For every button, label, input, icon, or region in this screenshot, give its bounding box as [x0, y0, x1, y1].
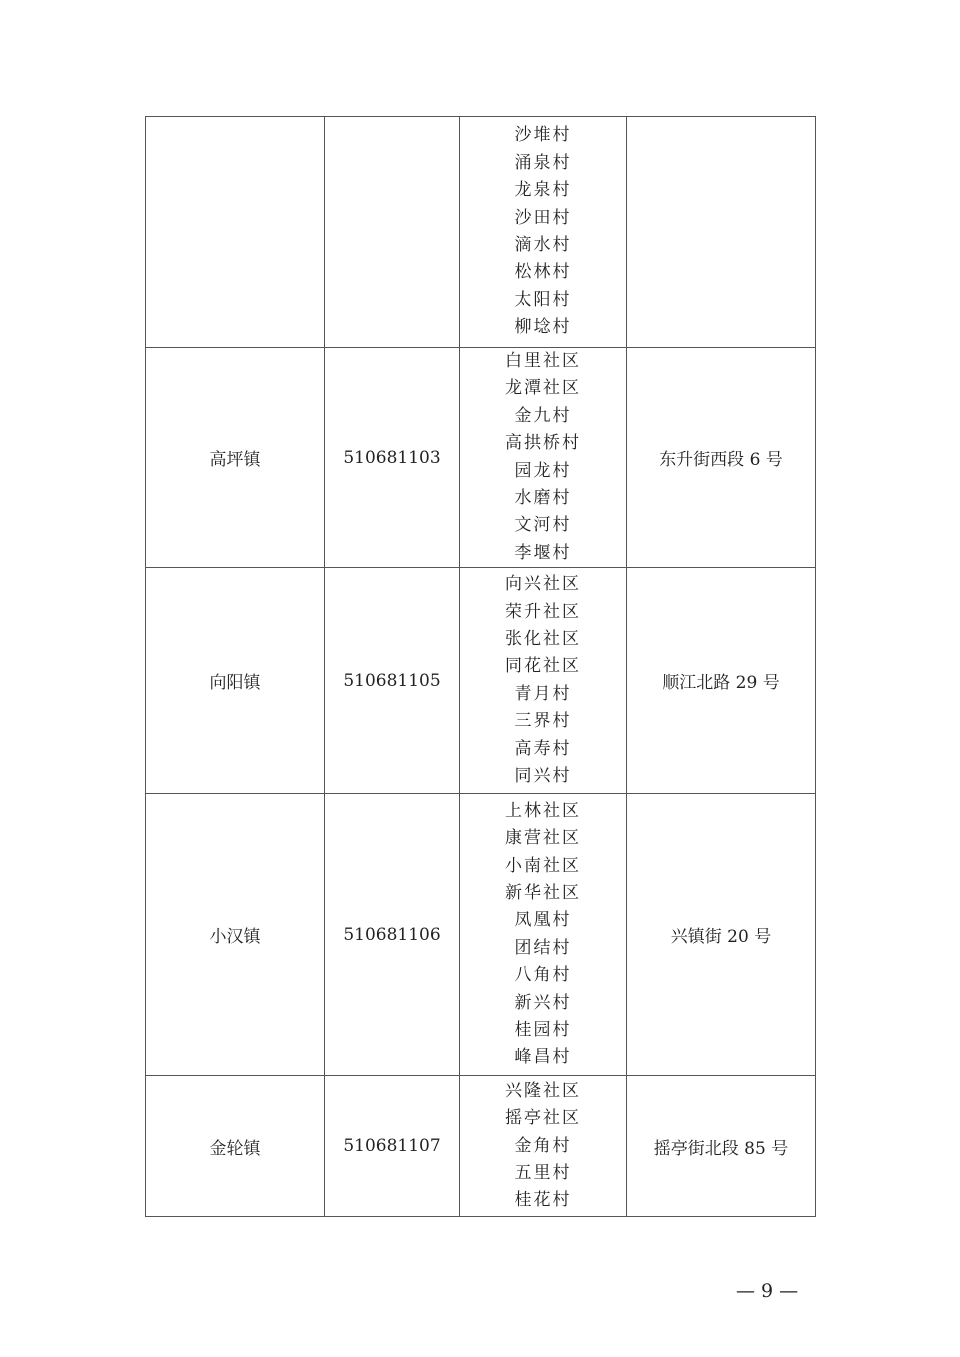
village-name: 荣升社区 — [505, 601, 581, 622]
villages-cell — [460, 348, 627, 568]
village-name: 龙泉村 — [514, 180, 572, 201]
village-name: 文河村 — [514, 515, 572, 536]
town-cell: 金轮镇 — [146, 1076, 325, 1217]
village-name: 向兴社区 — [505, 574, 581, 595]
town-cell — [146, 117, 325, 348]
page-number: — 9 — — [736, 1280, 799, 1302]
village-name: 上林社区 — [505, 800, 581, 821]
village-name: 高拱桥村 — [505, 433, 581, 454]
villages-cell — [460, 568, 627, 794]
address-cell: 摇亭街北段 85 号 — [627, 1076, 816, 1217]
village-name: 沙堆村 — [514, 125, 572, 146]
village-name: 桂花村 — [514, 1190, 572, 1211]
table-row — [146, 1076, 816, 1217]
village-name: 沙田村 — [514, 207, 572, 228]
village-name: 同花社区 — [505, 656, 581, 677]
village-name: 康营社区 — [505, 828, 581, 849]
address-cell: 兴镇街 20 号 — [627, 794, 816, 1076]
code-cell: 510681107 — [325, 1076, 460, 1217]
table-row — [146, 794, 816, 1076]
town-cell: 高坪镇 — [146, 348, 325, 568]
code-cell: 510681106 — [325, 794, 460, 1076]
address-cell: 东升街西段 6 号 — [627, 348, 816, 568]
village-name: 兴隆社区 — [505, 1080, 581, 1101]
address-cell — [627, 117, 816, 348]
village-name: 金九村 — [514, 405, 572, 426]
villages-cell — [460, 794, 627, 1076]
township-table — [145, 116, 816, 1217]
village-name: 八角村 — [514, 965, 572, 986]
village-name: 五里村 — [514, 1162, 572, 1183]
village-name: 松林村 — [514, 262, 572, 283]
village-name: 高寿村 — [514, 738, 572, 759]
village-name: 三界村 — [514, 711, 572, 732]
village-name: 团结村 — [514, 937, 572, 958]
village-name: 同兴村 — [514, 765, 572, 786]
village-name: 涌泉村 — [514, 152, 572, 173]
code-cell: 510681103 — [325, 348, 460, 568]
village-name: 桂园村 — [514, 1019, 572, 1040]
village-name: 水磨村 — [514, 488, 572, 509]
village-name: 太阳村 — [514, 289, 572, 310]
table-row — [146, 568, 816, 794]
table-row — [146, 117, 816, 348]
village-name: 龙潭社区 — [505, 378, 581, 399]
village-name: 新兴村 — [514, 992, 572, 1013]
villages-cell — [460, 1076, 627, 1217]
village-name: 张化社区 — [505, 628, 581, 649]
village-name: 小南社区 — [505, 855, 581, 876]
village-name: 青月村 — [514, 683, 572, 704]
village-name: 李堰村 — [514, 542, 572, 563]
village-name: 凤凰村 — [514, 910, 572, 931]
village-name: 园龙村 — [514, 460, 572, 481]
villages-cell — [460, 117, 627, 348]
village-name: 白里社区 — [505, 351, 581, 371]
town-cell: 小汉镇 — [146, 794, 325, 1076]
village-name: 柳埝村 — [514, 317, 572, 338]
village-name: 滴水村 — [514, 235, 572, 255]
code-cell: 510681105 — [325, 568, 460, 794]
table-row — [146, 348, 816, 568]
village-name: 新华社区 — [505, 882, 581, 903]
address-cell: 顺江北路 29 号 — [627, 568, 816, 794]
village-name: 金角村 — [514, 1135, 572, 1156]
village-name: 摇亭社区 — [505, 1108, 581, 1129]
code-cell — [325, 117, 460, 348]
village-name: 峰昌村 — [514, 1047, 572, 1068]
town-cell: 向阳镇 — [146, 568, 325, 794]
